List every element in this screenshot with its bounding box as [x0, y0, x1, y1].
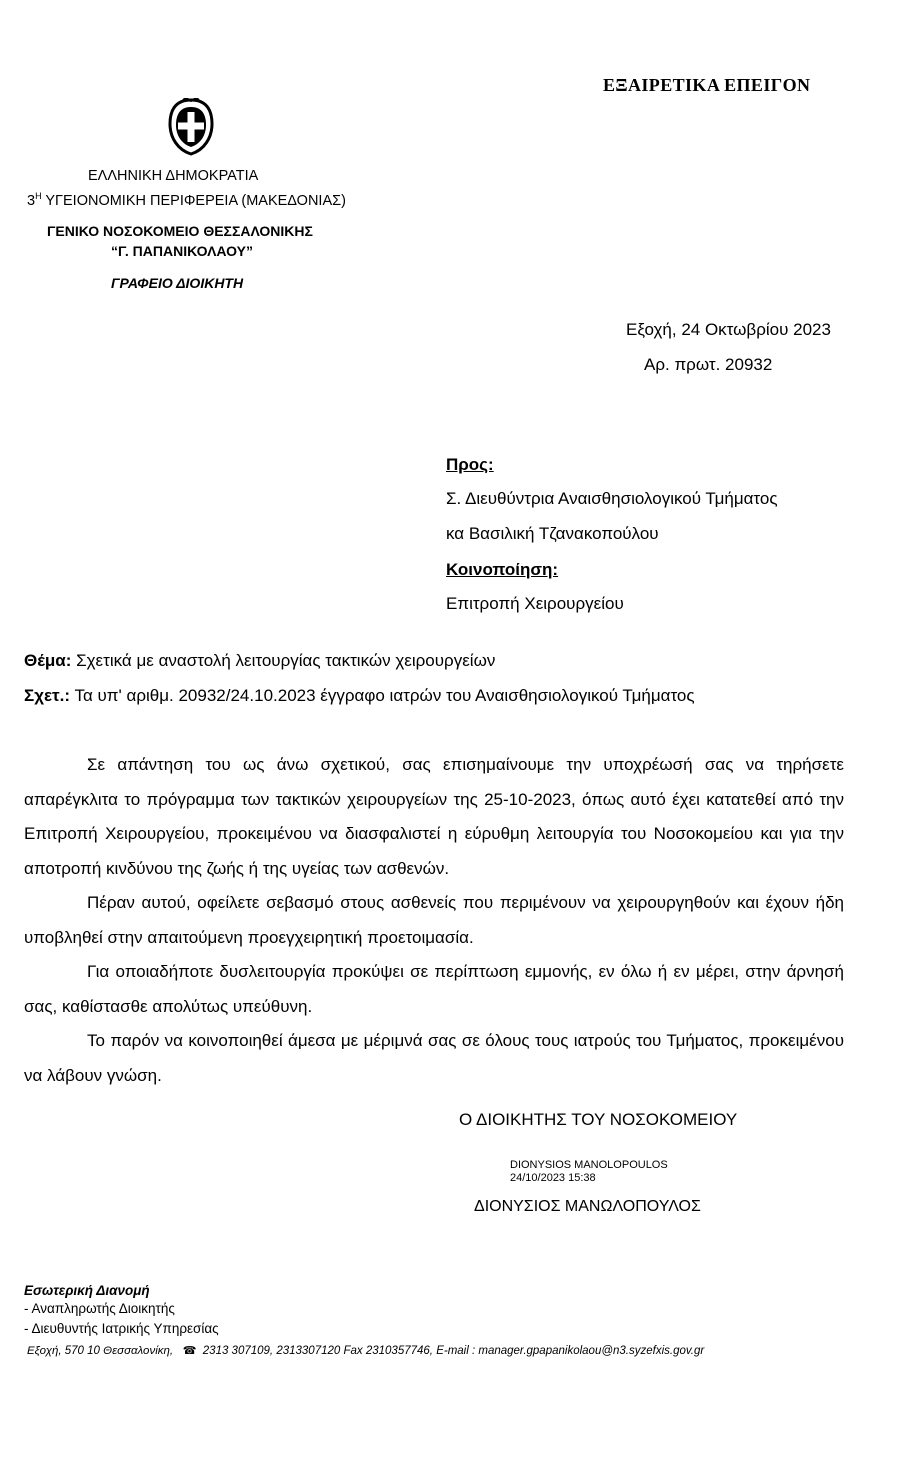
- footer-contact: [27, 1344, 704, 1357]
- signatory-name: ΔΙΟΝΥΣΙΟΣ ΜΑΝΩΛΟΠΟΥΛΟΣ: [474, 1198, 701, 1215]
- distribution-item: - Αναπληρωτής Διοικητής: [24, 1301, 175, 1316]
- cc-label: Κοινοποίηση:: [446, 560, 559, 579]
- header-hospital: ΓΕΝΙΚΟ ΝΟΣΟΚΟΜΕΙΟ ΘΕΣΣΑΛΟΝΙΚΗΣ: [47, 223, 313, 239]
- recipient-line: Σ. Διευθύντρια Αναισθησιολογικού Τμήματος: [446, 489, 778, 508]
- letter-body: [24, 748, 844, 1093]
- phone-icon: ☎: [182, 1345, 197, 1357]
- region-number: 3: [27, 193, 36, 209]
- reference-label: Σχετ.:: [24, 686, 71, 705]
- subject-line: [24, 651, 495, 671]
- footer-contacts: 2313 307109, 2313307120 Fax 2310357746, E-mail : manager.gpapanikolaou@n3.syzefxis.gov.gr: [202, 1345, 705, 1357]
- cc-recipient: Επιτροπή Χειρουργείου: [446, 594, 624, 613]
- digital-signature-date: 24/10/2023 15:38: [510, 1172, 596, 1184]
- header-hospital-name: “Γ. ΠΑΠΑΝΙΚΟΛΑΟΥ”: [111, 243, 253, 259]
- body-paragraph: Σε απάντηση του ως άνω σχετικού, σας επισημαίνουμε την υποχρέωσή σας να τηρήσετε απαρέγκλιτα το πρόγραμμα των τακτικών χειρουργείων της 25-10-2023, όπως αυτό έχει κατατεθεί από την Επιτροπή Χειρουργείου, προκειμένου να διασφαλιστεί η εύρυθμη λειτουργία του Νοσοκομείου και για την αποτροπή κινδύνου της ζωής ή της υγείας των ασθενών.: [24, 755, 844, 878]
- greek-state-emblem-icon: [166, 98, 216, 156]
- protocol-number: Αρ. πρωτ. 20932: [644, 355, 773, 374]
- body-paragraph: Πέραν αυτού, οφείλετε σεβασμό στους ασθενείς που περιμένουν να χειρουργηθούν και έχουν ήδη υποβληθεί στην απαιτούμενη προεγχειρητική προετοιμασία.: [24, 893, 844, 947]
- header-region: [27, 193, 346, 209]
- recipient-name: κα Βασιλική Τζανακοπούλου: [446, 524, 659, 543]
- reference-text: Τα υπ' αριθμ. 20932/24.10.2023 έγγραφο ιατρών του Αναισθησιολογικού Τμήματος: [70, 686, 695, 705]
- distribution-item: - Διευθυντής Ιατρικής Υπηρεσίας: [24, 1321, 219, 1336]
- signatory-title: Ο ΔΙΟΙΚΗΤΗΣ ΤΟΥ ΝΟΣΟΚΟΜΕΙΟΥ: [459, 1110, 738, 1129]
- distribution-title: Εσωτερική Διανομή: [24, 1283, 150, 1298]
- digital-signature-name: DIONYSIOS MANOLOPOULOS: [510, 1159, 668, 1171]
- recipient-label: Προς:: [446, 455, 494, 474]
- document-date: Εξοχή, 24 Οκτωβρίου 2023: [626, 320, 831, 339]
- subject-label: Θέμα:: [24, 651, 72, 670]
- body-paragraph: Για οποιαδήποτε δυσλειτουργία προκύψει σε περίπτωση εμμονής, εν όλω ή εν μέρει, στην άρνησή σας, καθίστασθε απολύτως υπεύθυνη.: [24, 962, 844, 1016]
- subject-text: Σχετικά με αναστολή λειτουργίας τακτικών χειρουργείων: [71, 651, 496, 670]
- urgency-label: ΕΞΑΙΡΕΤΙΚΑ ΕΠΕΙΓΟΝ: [603, 75, 811, 95]
- body-paragraph: Το παρόν να κοινοποιηθεί άμεσα με μέριμνά σας σε όλους τους ιατρούς του Τμήματος, προκειμένου να λάβουν γνώση.: [24, 1031, 844, 1085]
- reference-line: [24, 686, 695, 706]
- header-state: ΕΛΛΗΝΙΚΗ ΔΗΜΟΚΡΑΤΙΑ: [88, 168, 259, 184]
- region-name: ΥΓΕΙΟΝΟΜΙΚΗ ΠΕΡΙΦΕΡΕΙΑ (ΜΑΚΕΔΟΝΙΑΣ): [41, 193, 346, 209]
- footer-address: Εξοχή, 570 10 Θεσσαλονίκη,: [27, 1345, 174, 1357]
- header-office: ΓΡΑΦΕΙΟ ΔΙΟΙΚΗΤΗ: [111, 275, 244, 291]
- region-number-suffix: Η: [35, 191, 42, 202]
